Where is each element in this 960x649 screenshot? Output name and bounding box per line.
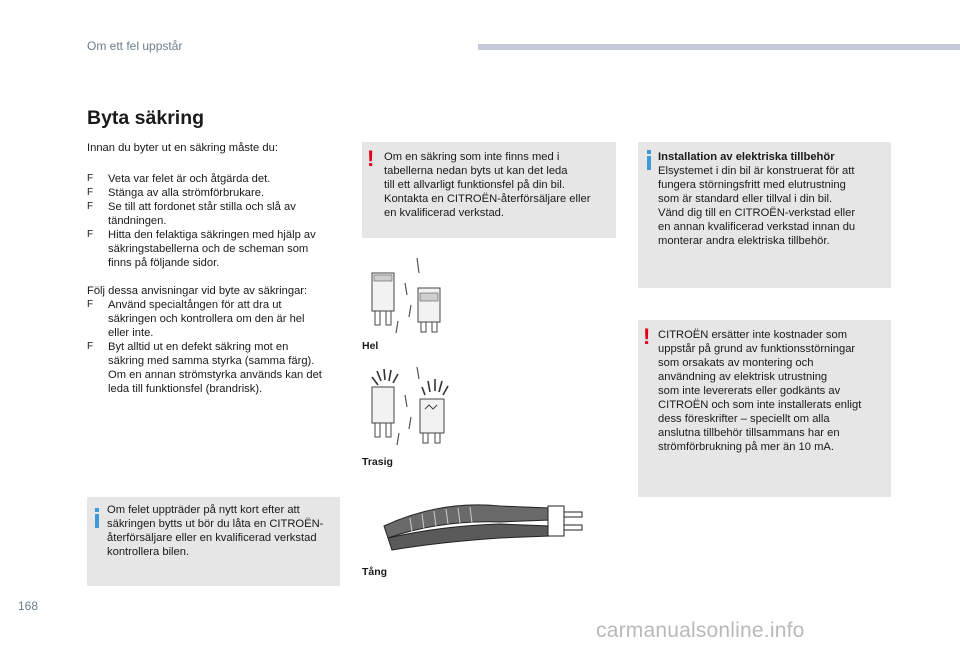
info-icon: [95, 508, 99, 528]
checklist: [87, 172, 342, 270]
intro-lead: Innan du byter ut en säkring måste du:: [87, 142, 278, 154]
list-item: F Se till att fordonet står stilla och slå av tändningen.: [87, 201, 296, 227]
bullet-icon: F: [87, 173, 94, 184]
page-title: Byta säkring: [87, 107, 205, 129]
header-accent-bar: [478, 44, 960, 50]
fuse-tongs-illustration: [380, 492, 590, 554]
instructions-lead: Följ dessa anvisningar vid byte av säkringar:: [87, 285, 308, 297]
warning-box-unlisted-fuse: ! Om en säkring som inte finns med i tabellerna nedan byts ut kan det leda till ett allvarligt funktionsfel på din bil. Kontakta en CITROËN-återförsäljare eller en kvalificerad verkstad.: [362, 142, 616, 238]
bullet-icon: F: [87, 201, 94, 212]
warning-icon: !: [643, 324, 651, 349]
info-box-repeat-fault: Om felet uppträder på nytt kort efter att säkringen bytts ut bör du låta en CITROËN- återförsäljare eller en kvalificerad verkstad kontrollera bilen.: [87, 497, 340, 586]
tongs-label: Tång: [362, 566, 388, 578]
watermark: carmanualsonline.info: [596, 619, 805, 642]
list-item: F Hitta den felaktiga säkringen med hjälp av säkringstabellerna och de scheman som finns på följande sidor.: [87, 229, 316, 269]
list-item: F Veta var felet är och åtgärda det.: [87, 173, 271, 185]
fuse-intact-illustration: [362, 253, 452, 338]
info-box-accessories: Installation av elektriska tillbehör Elsystemet i din bil är konstruerat för att fungera störningsfritt med elutrustning som är standard eller tillval i din bil. Vänd dig till en CITROËN-verkstad eller en annan kvalificerad verkstad innan du monterar andra elektriska tillbehör.: [638, 142, 891, 288]
fuse-intact-label: Hel: [362, 340, 379, 352]
instructions-list: [87, 298, 342, 396]
bullet-icon: F: [87, 341, 94, 352]
warning-box-liability: ! CITROËN ersätter inte kostnader som uppstår på grund av funktionsstörningar som orsakats av montering och användning av elektrisk utrustning som inte levererats eller godkänts av CITROËN och som inte installerats enligt dess föreskrifter – speciellt om alla anslutna tillbehör tillsammans har en strömförbrukning på mer än 10 mA.: [638, 320, 891, 497]
warning-icon: !: [367, 146, 375, 171]
fuse-blown-illustration: [362, 365, 462, 450]
bullet-icon: F: [87, 187, 94, 198]
fuse-blown-label: Trasig: [362, 456, 393, 468]
intro-column: [87, 141, 342, 396]
list-item: F Använd specialtången för att dra ut säkringen och kontrollera om den är hel eller inte.: [87, 299, 305, 339]
page-number: 168: [18, 599, 39, 613]
bullet-icon: F: [87, 229, 94, 240]
info-icon: [647, 150, 651, 170]
list-item: F Stänga av alla strömförbrukare.: [87, 187, 265, 199]
accessories-heading: Installation av elektriska tillbehör: [658, 151, 835, 163]
list-item: F Byt alltid ut en defekt säkring mot en säkring med samma styrka (samma färg). Om en annan strömstyrka används kan det leda till funktionsfel (brandrisk).: [87, 341, 322, 395]
bullet-icon: F: [87, 299, 94, 310]
section-header: Om ett fel uppstår: [87, 39, 183, 53]
